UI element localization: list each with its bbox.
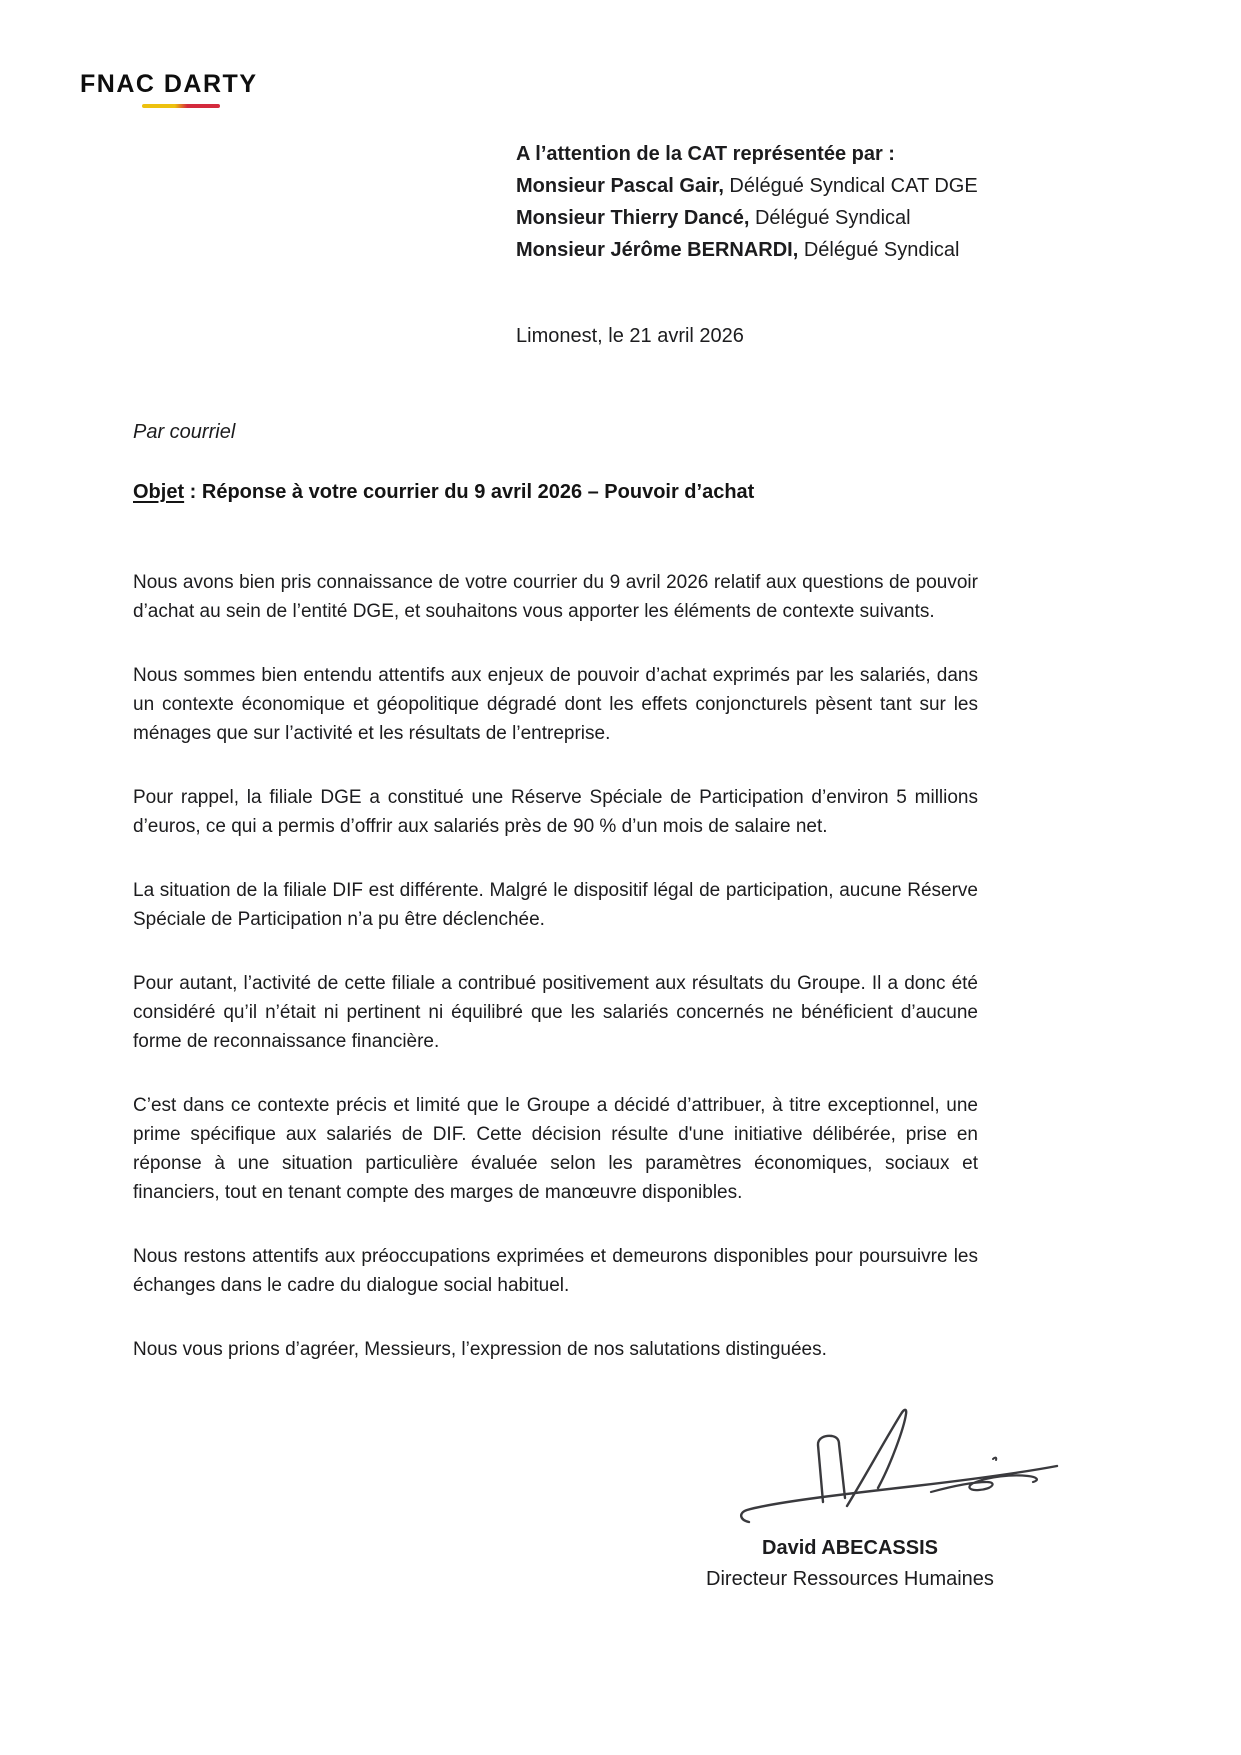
signatory-block xyxy=(660,1537,1040,1591)
recipient-name: Monsieur Thierry Dancé, xyxy=(516,207,750,229)
recipient-block xyxy=(516,138,978,266)
signatory-name: David ABECASSIS xyxy=(762,1537,938,1559)
paragraph: Nous sommes bien entendu attentifs aux enjeux de pouvoir d’achat exprimés par les salariés, dans un contexte économique et géopolitique dégradé dont les effets conjoncturels pèsent tant sur les ménages que sur l’activité et les résultats de l’entreprise. xyxy=(133,665,978,744)
paragraph: Nous restons attentifs aux préoccupations exprimées et demeurons disponibles pour poursuivre les échanges dans le cadre du dialogue social habituel. xyxy=(133,1246,978,1296)
letter-body xyxy=(133,568,978,1364)
subject-text: : Réponse à votre courrier du 9 avril 2026 – Pouvoir d’achat xyxy=(184,481,755,503)
recipient-role: Délégué Syndical xyxy=(798,239,960,261)
subject-label: Objet xyxy=(133,481,185,503)
recipient-line xyxy=(516,202,978,234)
recipient-name: Monsieur Pascal Gair, xyxy=(516,175,724,197)
paragraph: Nous vous prions d’agréer, Messieurs, l’expression de nos salutations distinguées. xyxy=(133,1339,827,1360)
recipient-header: A l’attention de la CAT représentée par : xyxy=(516,143,895,165)
subject-line xyxy=(133,481,754,504)
fnac-darty-logo-underline xyxy=(142,104,220,108)
paragraph: La situation de la filiale DIF est différente. Malgré le dispositif légal de participation, aucune Réserve Spéciale de Participation n’a pu être déclenchée. xyxy=(133,880,978,930)
paragraph: Nous avons bien pris connaissance de votre courrier du 9 avril 2026 relatif aux questions de pouvoir d’achat au sein de l’entité DGE, et souhaitons vous apporter les éléments de contexte suivants. xyxy=(133,572,978,622)
delivery-method: Par courriel xyxy=(133,421,236,443)
fnac-darty-logo-text: FNAC DARTY xyxy=(80,70,258,98)
recipient-name: Monsieur Jérôme BERNARDI, xyxy=(516,239,799,261)
recipient-role: Délégué Syndical xyxy=(749,207,911,229)
recipient-line xyxy=(516,234,978,266)
signatory-title: Directeur Ressources Humaines xyxy=(706,1568,994,1590)
paragraph: C’est dans ce contexte précis et limité que le Groupe a décidé d’attribuer, à titre exceptionnel, une prime spécifique aux salariés de DIF. Cette décision résulte d'une initiative délibérée, prise en réponse à une situation particulière évaluée selon les paramètres économiques, sociaux et financiers, tout en tenant compte des marges de manœuvre disponibles. xyxy=(133,1095,978,1203)
paragraph: Pour rappel, la filiale DGE a constitué une Réserve Spéciale de Participation d’environ 5 millions d’euros, ce qui a permis d’offrir aux salariés près de 90 % d’un mois de salaire net. xyxy=(133,787,978,837)
date-line: Limonest, le 21 avril 2026 xyxy=(516,325,744,347)
handwritten-signature xyxy=(735,1402,1065,1537)
paragraph: Pour autant, l’activité de cette filiale a contribué positivement aux résultats du Groupe. Il a donc été considéré qu’il n’était ni pertinent ni équilibré que les salariés concernés ne bénéficient d’aucune forme de reconnaissance financière. xyxy=(133,973,978,1052)
recipient-role: Délégué Syndical CAT DGE xyxy=(723,175,978,197)
recipient-line xyxy=(516,170,978,202)
fnac-darty-logo xyxy=(80,70,258,108)
